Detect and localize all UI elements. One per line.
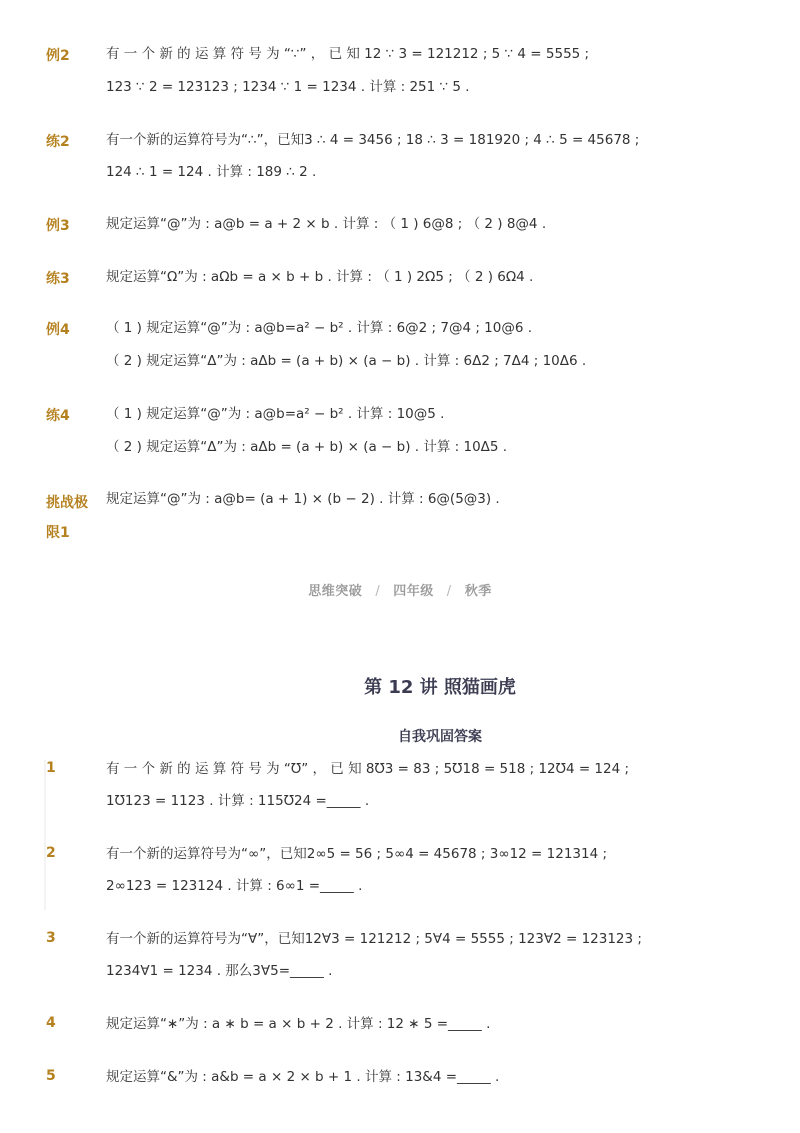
- item-label: 练4: [46, 408, 70, 424]
- footer-separator: /: [446, 584, 452, 599]
- footer-grade: 四年级: [393, 584, 434, 599]
- item-text: 规定运算“@”为 : a@b = a + 2 × b . 计算 : （ 1 ) 6@8 ; （ 2 ) 8@4 .: [106, 216, 547, 232]
- item-text: 124 ∴ 1 = 124 . 计算 : 189 ∴ 2 .: [106, 164, 317, 180]
- item-text: 有 一 个 新 的 运 算 符 号 为 “∵” ， 已 知 12 ∵ 3 = 121212 ; 5 ∵ 4 = 5555 ;: [106, 46, 590, 62]
- item-text: （ 1 ) 规定运算“@”为 : a@b=a² − b² . 计算 : 6@2 ; 7@4 ; 10@6 .: [106, 320, 533, 336]
- answer-label: 4: [46, 1015, 56, 1031]
- item-label: 练3: [46, 271, 70, 287]
- lecture-title: 第 12 讲 照猫画虎: [364, 677, 516, 698]
- item-text: （ 1 ) 规定运算“@”为 : a@b=a² − b² . 计算 : 10@5 .: [106, 406, 445, 422]
- item-text: （ 2 ) 规定运算“Δ”为 : aΔb = (a + b) × (a − b) . 计算 : 6Δ2 ; 7Δ4 ; 10Δ6 .: [106, 353, 587, 369]
- answer-label: 1: [46, 760, 56, 776]
- answer-text: 有一个新的运算符号为“∞”，已知2∞5 = 56 ; 5∞4 = 45678 ; 3∞12 = 121314 ;: [106, 846, 608, 862]
- margin-rule: [44, 760, 46, 910]
- answer-text: 1234∀1 = 1234 . 那么3∀5=_____ .: [106, 963, 333, 979]
- page-footer: [0, 580, 800, 599]
- answer-text: 规定运算“&”为 : a&b = a × 2 × b + 1 . 计算 : 13&4 =_____ .: [106, 1069, 500, 1085]
- item-text: 规定运算“@”为 : a@b= (a + 1) × (b − 2) . 计算 : 6@(5@3) .: [106, 491, 500, 507]
- answer-label: 5: [46, 1068, 56, 1084]
- challenge-label: 挑战极 限1: [46, 495, 88, 541]
- answer-label: 2: [46, 845, 56, 861]
- item-text: 规定运算“Ω”为 : aΩb = a × b + b . 计算 : （ 1 ) 2Ω5 ; （ 2 ) 6Ω4 .: [106, 269, 534, 285]
- item-label: 例4: [46, 322, 70, 338]
- item-label: 练2: [46, 134, 70, 150]
- footer-season: 秋季: [464, 584, 492, 599]
- section-title: 自我巩固答案: [398, 729, 482, 745]
- footer-separator: /: [375, 584, 381, 599]
- answer-text: 规定运算“∗”为 : a ∗ b = a × b + 2 . 计算 : 12 ∗ 5 =_____ .: [106, 1016, 491, 1032]
- item-text: 123 ∵ 2 = 123123 ; 1234 ∵ 1 = 1234 . 计算 : 251 ∵ 5 .: [106, 79, 470, 95]
- item-text: 有一个新的运算符号为“∴”，已知3 ∴ 4 = 3456 ; 18 ∴ 3 = 181920 ; 4 ∴ 5 = 45678 ;: [106, 132, 640, 148]
- item-text: （ 2 ) 规定运算“Δ”为 : aΔb = (a + b) × (a − b) . 计算 : 10Δ5 .: [106, 439, 508, 455]
- answer-text: 有 一 个 新 的 运 算 符 号 为 “Ʊ” ， 已 知 8Ʊ3 = 83 ; 5Ʊ18 = 518 ; 12Ʊ4 = 124 ;: [106, 761, 630, 777]
- footer-subject: 思维突破: [308, 584, 363, 599]
- answer-text: 有一个新的运算符号为“∀”，已知12∀3 = 121212 ; 5∀4 = 5555 ; 123∀2 = 123123 ;: [106, 931, 642, 947]
- answer-label: 3: [46, 930, 56, 946]
- answer-text: 2∞123 = 123124 . 计算 : 6∞1 =_____ .: [106, 878, 363, 894]
- answer-text: 1Ʊ123 = 1123 . 计算 : 115Ʊ24 =_____ .: [106, 793, 370, 809]
- item-label: 例3: [46, 218, 70, 234]
- item-label: 例2: [46, 48, 70, 64]
